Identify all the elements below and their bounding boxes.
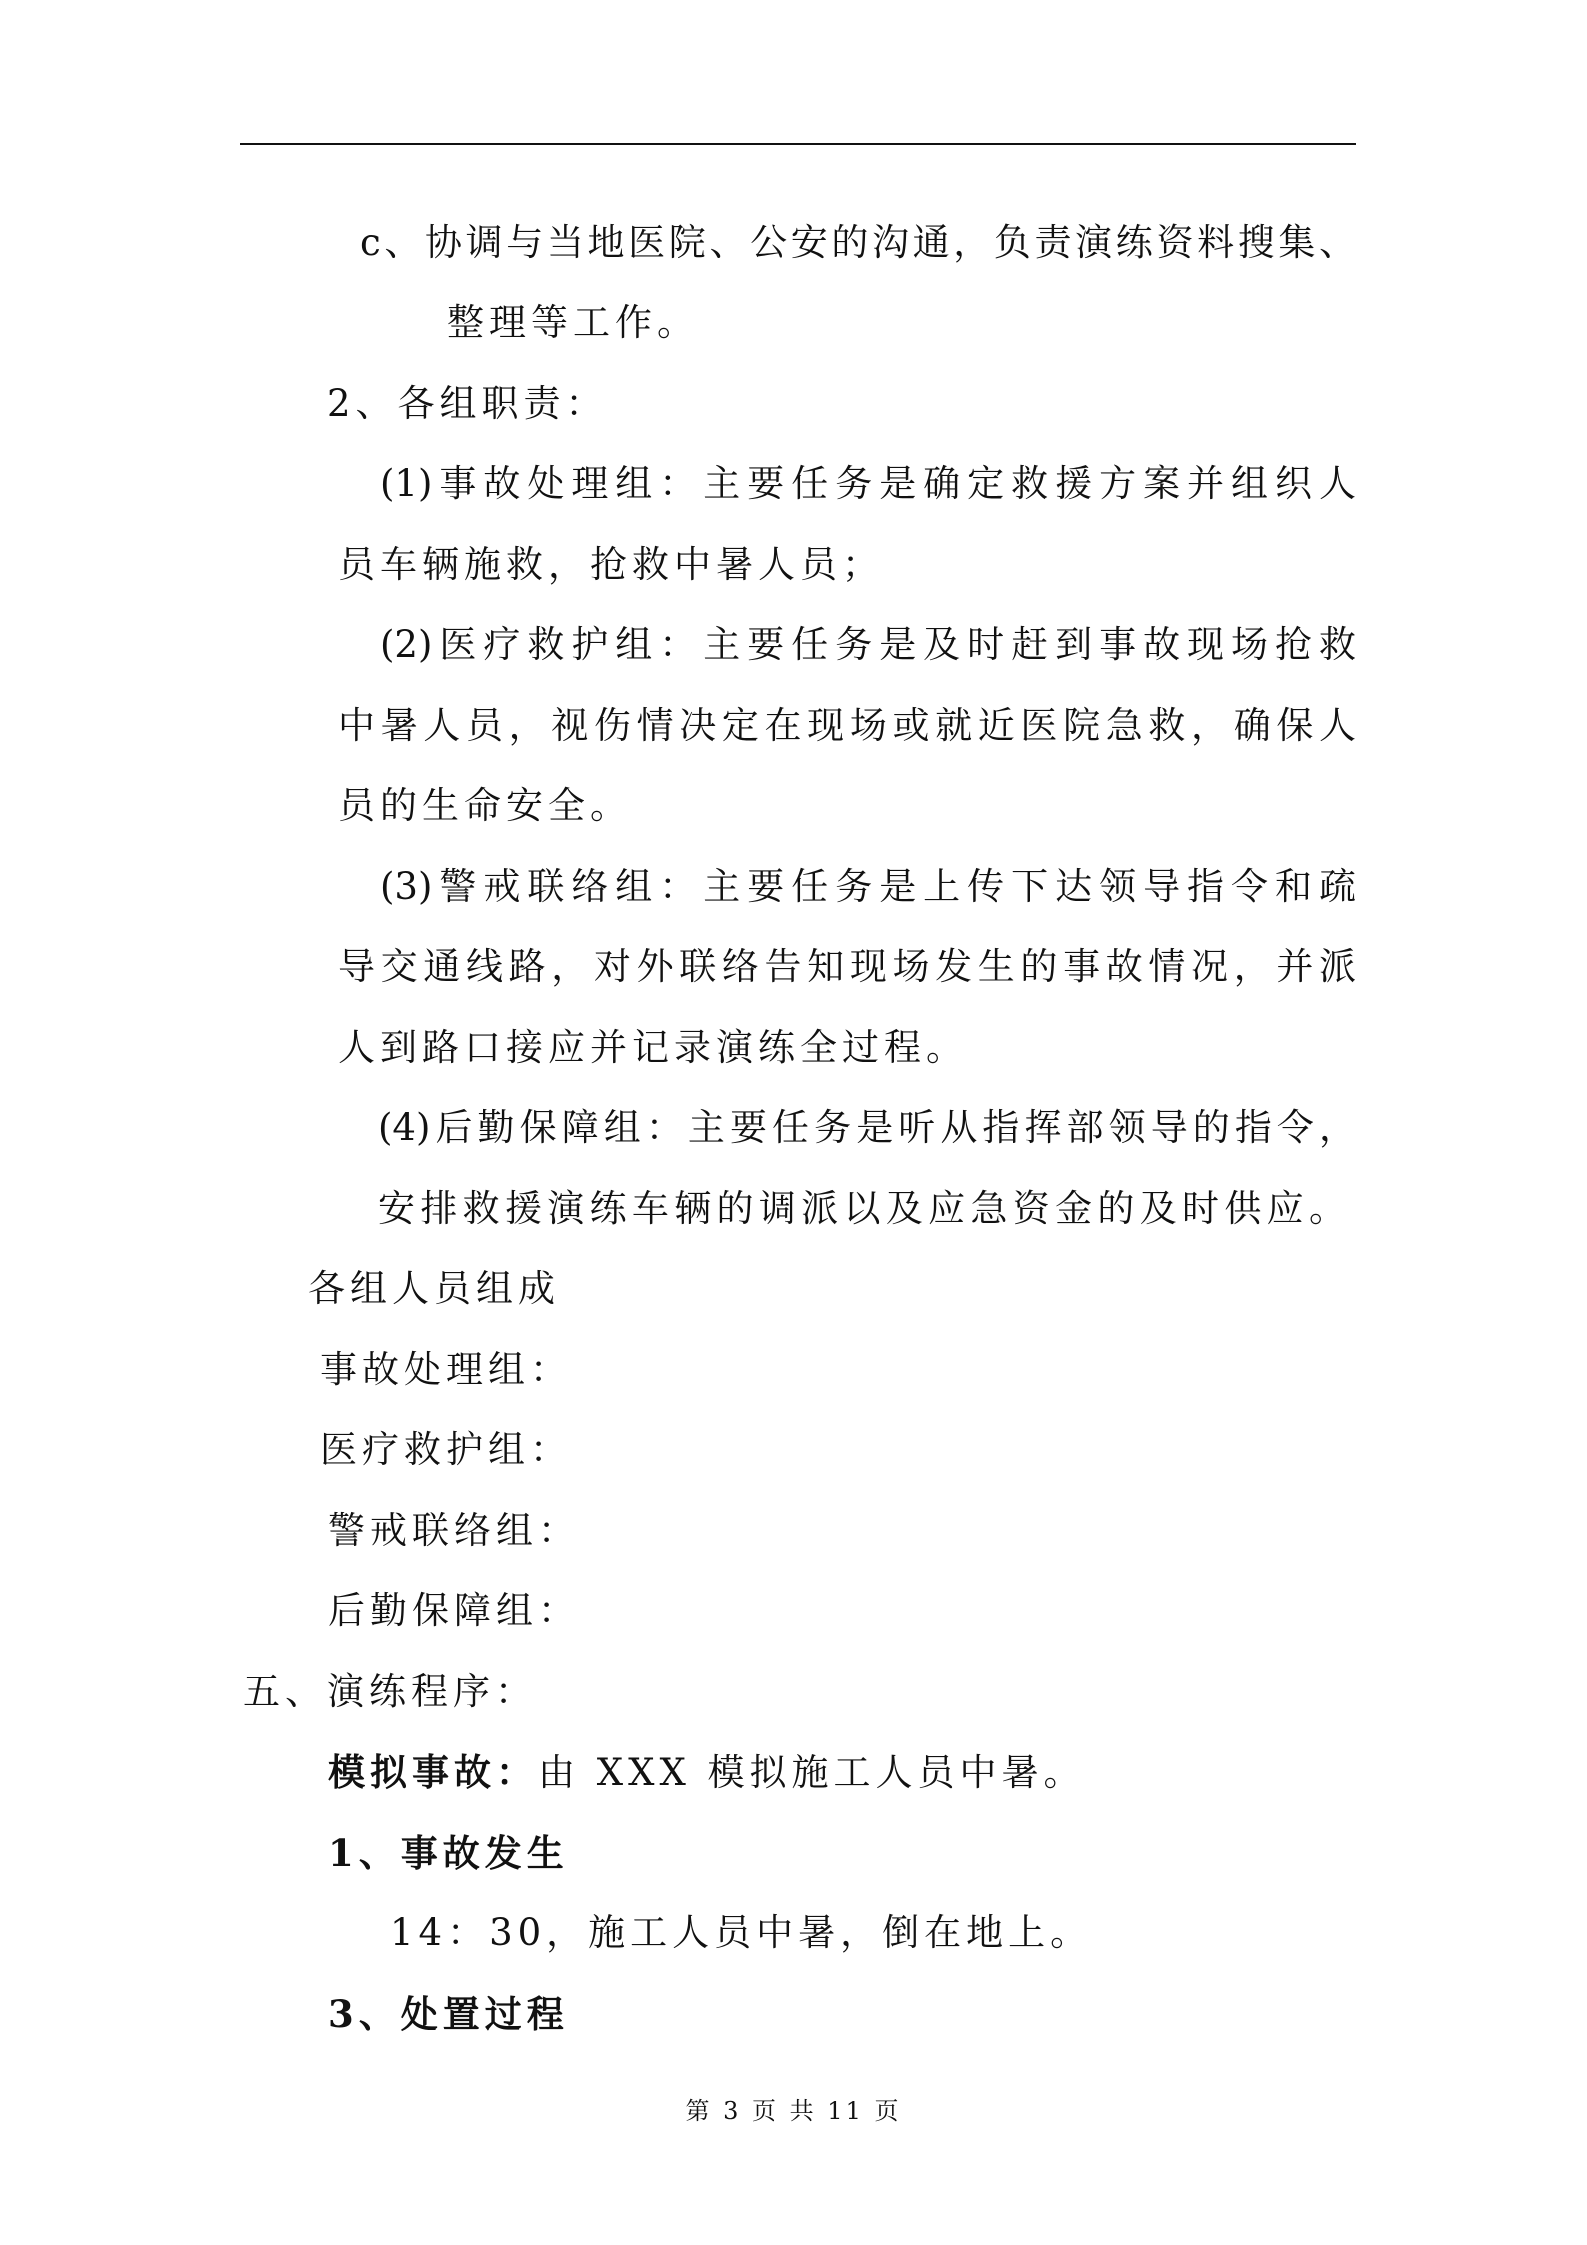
simulated-accident-label: 模拟事故： (328, 1750, 538, 1794)
text-line-medical-group-3: 员的生命安全。 (338, 784, 632, 827)
subheading-handling-process: 3、处置过程 (328, 1992, 569, 2036)
text-line-accident-group-2: 员车辆施救，抢救中暑人员； (338, 543, 884, 586)
simulated-accident-text: 由 XXX 模拟施工人员中暑。 (538, 1751, 1086, 1794)
text-line-group-duties-heading: 2、各组职责： (327, 382, 608, 425)
text-line-medical-group-members: 医疗救护组： (320, 1428, 572, 1471)
text-line-accident-group-members: 事故处理组： (320, 1348, 572, 1391)
page-number: 第 3 页 共 11 页 (685, 2097, 902, 2125)
text-line-medical-group-1: (2)医疗救护组：主要任务是及时赶到事故现场抢救 (380, 623, 1356, 666)
text-line-duty-c-2: 整理等工作。 (447, 301, 699, 344)
text-line-security-group-1: (3)警戒联络组：主要任务是上传下达领导指令和疏 (380, 865, 1356, 908)
text-line-duty-c-1: c、协调与当地医院、公安的沟通，负责演练资料搜集、 (360, 221, 1356, 264)
text-line-medical-group-2: 中暑人员，视伤情决定在现场或就近医院急救，确保人 (338, 704, 1356, 747)
text-line-logistics-group-members: 后勤保障组： (328, 1589, 580, 1632)
subheading-accident-occurs: 1、事故发生 (328, 1831, 569, 1875)
text-line-logistics-group-1: (4)后勤保障组：主要任务是听从指挥部领导的指令， (378, 1106, 1356, 1149)
header-rule (240, 143, 1356, 145)
text-line-security-group-3: 人到路口接应并记录演练全过程。 (338, 1026, 968, 1069)
section-heading-drill-procedure: 五、演练程序： (243, 1670, 537, 1713)
text-line-security-group-members: 警戒联络组： (328, 1509, 580, 1552)
text-line-simulated-accident (328, 1750, 1086, 1795)
text-line-logistics-group-2: 安排救援演练车辆的调派以及应急资金的及时供应。 (378, 1187, 1346, 1230)
text-line-group-members-heading: 各组人员组成 (308, 1267, 560, 1310)
text-line-security-group-2: 导交通线路，对外联络告知现场发生的事故情况，并派 (338, 945, 1356, 988)
text-line-accident-group-1: (1)事故处理组：主要任务是确定救援方案并组织人 (380, 462, 1356, 505)
text-line-accident-time: 14：30，施工人员中暑，倒在地上。 (390, 1911, 1093, 1954)
